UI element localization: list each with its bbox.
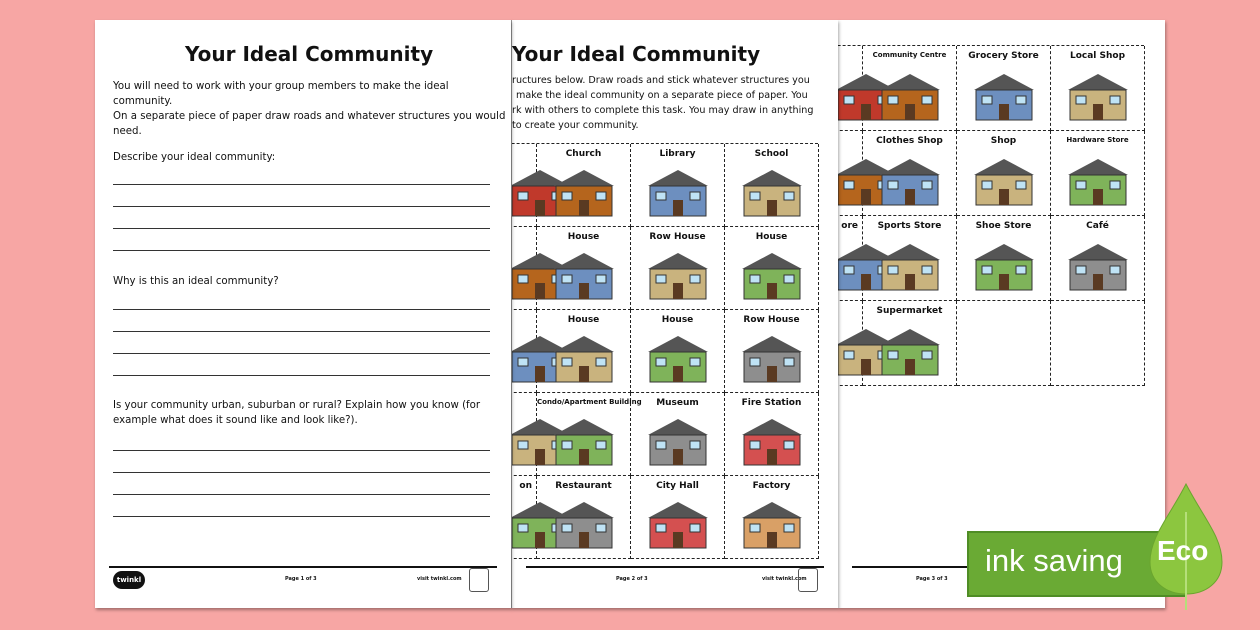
building-label: House	[661, 315, 694, 325]
building-illustration-icon	[968, 155, 1040, 207]
building-illustration-icon	[642, 332, 714, 384]
cutout-cell	[725, 476, 819, 559]
worksheet-page-2	[511, 20, 838, 608]
building-illustration-icon	[874, 240, 946, 292]
quality-badge-icon	[798, 568, 818, 592]
building-label: Café	[1086, 221, 1109, 231]
building-illustration-icon	[642, 498, 714, 550]
building-label: Sports Store	[877, 221, 942, 231]
cutout-cell	[1051, 46, 1145, 131]
cutout-cell	[863, 46, 957, 131]
building-label: on	[519, 481, 532, 491]
answer-line	[113, 184, 490, 185]
building-label: Local Shop	[1069, 51, 1126, 61]
page-title: Your Ideal Community	[185, 42, 434, 66]
cutout-cell	[1051, 131, 1145, 216]
answer-line	[113, 450, 490, 451]
building-label: School	[754, 149, 789, 159]
building-label: Church	[565, 149, 602, 159]
cutout-cell	[511, 227, 537, 310]
building-illustration-icon	[1062, 70, 1134, 122]
building-illustration-icon	[874, 325, 946, 377]
intro-line: rk with others to complete this task. You may draw in anything	[512, 105, 814, 116]
building-label: Condo/Apartment Building	[537, 398, 642, 406]
intro-text	[512, 73, 813, 133]
cutout-cell	[838, 216, 863, 301]
question-line: Is your community urban, suburban or rural? Explain how you know (for	[113, 400, 481, 411]
answer-line	[113, 494, 490, 495]
building-illustration-icon	[736, 166, 808, 218]
building-illustration-icon	[548, 498, 620, 550]
cutout-cell	[1051, 301, 1145, 386]
question-1: Describe your ideal community:	[113, 152, 276, 163]
building-illustration-icon	[874, 70, 946, 122]
page-title: Your Ideal Community	[512, 42, 761, 66]
cutout-cell	[537, 144, 631, 227]
cutout-cell	[631, 310, 725, 393]
building-label: Row House	[649, 232, 706, 242]
page-number: Page 2 of 3	[616, 576, 648, 582]
intro-line: make the ideal community on a separate piece of paper. You	[516, 90, 808, 101]
cutout-cell	[863, 301, 957, 386]
answer-line	[113, 206, 490, 207]
answer-line	[113, 516, 490, 517]
building-illustration-icon	[642, 249, 714, 301]
building-label: Library	[659, 149, 696, 159]
ink-saving-label: ink saving	[985, 543, 1123, 578]
intro-text	[113, 79, 511, 139]
building-illustration-icon	[736, 498, 808, 550]
cutout-cell	[511, 144, 537, 227]
building-label: Restaurant	[555, 481, 612, 491]
building-label: Grocery Store	[968, 51, 1039, 61]
cutout-cell	[511, 393, 537, 476]
cutout-cell	[863, 131, 957, 216]
cutout-cell	[511, 310, 537, 393]
answer-line	[113, 353, 490, 354]
building-cutout-grid	[838, 45, 1144, 385]
cutout-cell	[957, 216, 1051, 301]
cutout-cell	[631, 476, 725, 559]
footer-rule	[526, 566, 824, 568]
building-label: House	[755, 232, 788, 242]
building-label: Factory	[752, 481, 791, 491]
intro-line: On a separate piece of paper draw roads and whatever structures you would	[113, 111, 506, 122]
answer-line	[113, 375, 490, 376]
building-illustration-icon	[548, 332, 620, 384]
cutout-cell	[725, 310, 819, 393]
cutout-cell	[725, 144, 819, 227]
worksheet-page-3	[838, 20, 1165, 608]
answer-line	[113, 250, 490, 251]
question-2: Why is this an ideal community?	[113, 276, 279, 287]
building-illustration-icon	[736, 332, 808, 384]
cutout-cell	[631, 227, 725, 310]
question-line: example what does it sound like and look like?).	[113, 415, 358, 426]
building-label: Fire Station	[741, 398, 802, 408]
intro-line: ructures below. Draw roads and stick whatever structures you	[512, 75, 810, 86]
building-label: House	[567, 232, 600, 242]
cutout-cell	[537, 310, 631, 393]
cutout-cell	[631, 144, 725, 227]
cutout-cell	[537, 393, 642, 476]
cutout-cell	[838, 301, 863, 386]
intro-line: You will need to work with your group members to make the ideal community.	[113, 81, 449, 107]
site-link[interactable]: visit twinkl.com	[762, 576, 807, 582]
building-label: Shoe Store	[975, 221, 1032, 231]
building-label: ore	[841, 221, 858, 231]
building-illustration-icon	[548, 249, 620, 301]
building-label: Community Centre	[872, 51, 947, 59]
cutout-cell	[631, 393, 725, 476]
building-illustration-icon	[736, 415, 808, 467]
building-label: Museum	[656, 398, 699, 408]
answer-line	[113, 309, 490, 310]
building-cutout-grid	[511, 143, 818, 558]
page-number: Page 3 of 3	[916, 576, 948, 582]
eco-label: Eco	[1157, 535, 1209, 566]
page-number: Page 1 of 3	[285, 576, 317, 582]
building-label: Shop	[990, 136, 1017, 146]
building-illustration-icon	[642, 166, 714, 218]
building-label: City Hall	[656, 481, 699, 491]
cutout-cell	[725, 393, 819, 476]
cutout-cell	[957, 46, 1051, 131]
answer-line	[113, 472, 490, 473]
cutout-cell	[957, 301, 1051, 386]
building-illustration-icon	[548, 166, 620, 218]
quality-badge-icon	[469, 568, 489, 592]
eco-leaf-icon	[1148, 482, 1224, 610]
intro-line: to create your community.	[512, 120, 639, 131]
building-illustration-icon	[1062, 155, 1134, 207]
cutout-cell	[511, 476, 537, 559]
cutout-cell	[838, 46, 863, 131]
footer-rule	[109, 566, 497, 568]
worksheet-page-1	[95, 20, 511, 608]
cutout-cell	[537, 227, 631, 310]
cutout-cell	[838, 131, 863, 216]
twinkl-logo: twinkl	[113, 571, 145, 589]
site-link[interactable]: visit twinkl.com	[417, 576, 462, 582]
building-label: Hardware Store	[1066, 136, 1129, 144]
building-label: Supermarket	[876, 306, 943, 316]
building-label: House	[567, 315, 600, 325]
cutout-cell	[725, 227, 819, 310]
answer-line	[113, 331, 490, 332]
building-illustration-icon	[968, 70, 1040, 122]
building-illustration-icon	[548, 415, 620, 467]
building-illustration-icon	[736, 249, 808, 301]
cutout-cell	[1051, 216, 1145, 301]
answer-line	[113, 228, 490, 229]
cutout-cell	[537, 476, 631, 559]
cutout-cell	[957, 131, 1051, 216]
intro-line: need.	[113, 126, 142, 137]
cutout-cell	[863, 216, 957, 301]
building-illustration-icon	[642, 415, 714, 467]
building-illustration-icon	[1062, 240, 1134, 292]
building-illustration-icon	[968, 240, 1040, 292]
question-3	[113, 398, 480, 428]
building-illustration-icon	[874, 155, 946, 207]
building-label: Clothes Shop	[876, 136, 943, 146]
building-label: Row House	[743, 315, 800, 325]
